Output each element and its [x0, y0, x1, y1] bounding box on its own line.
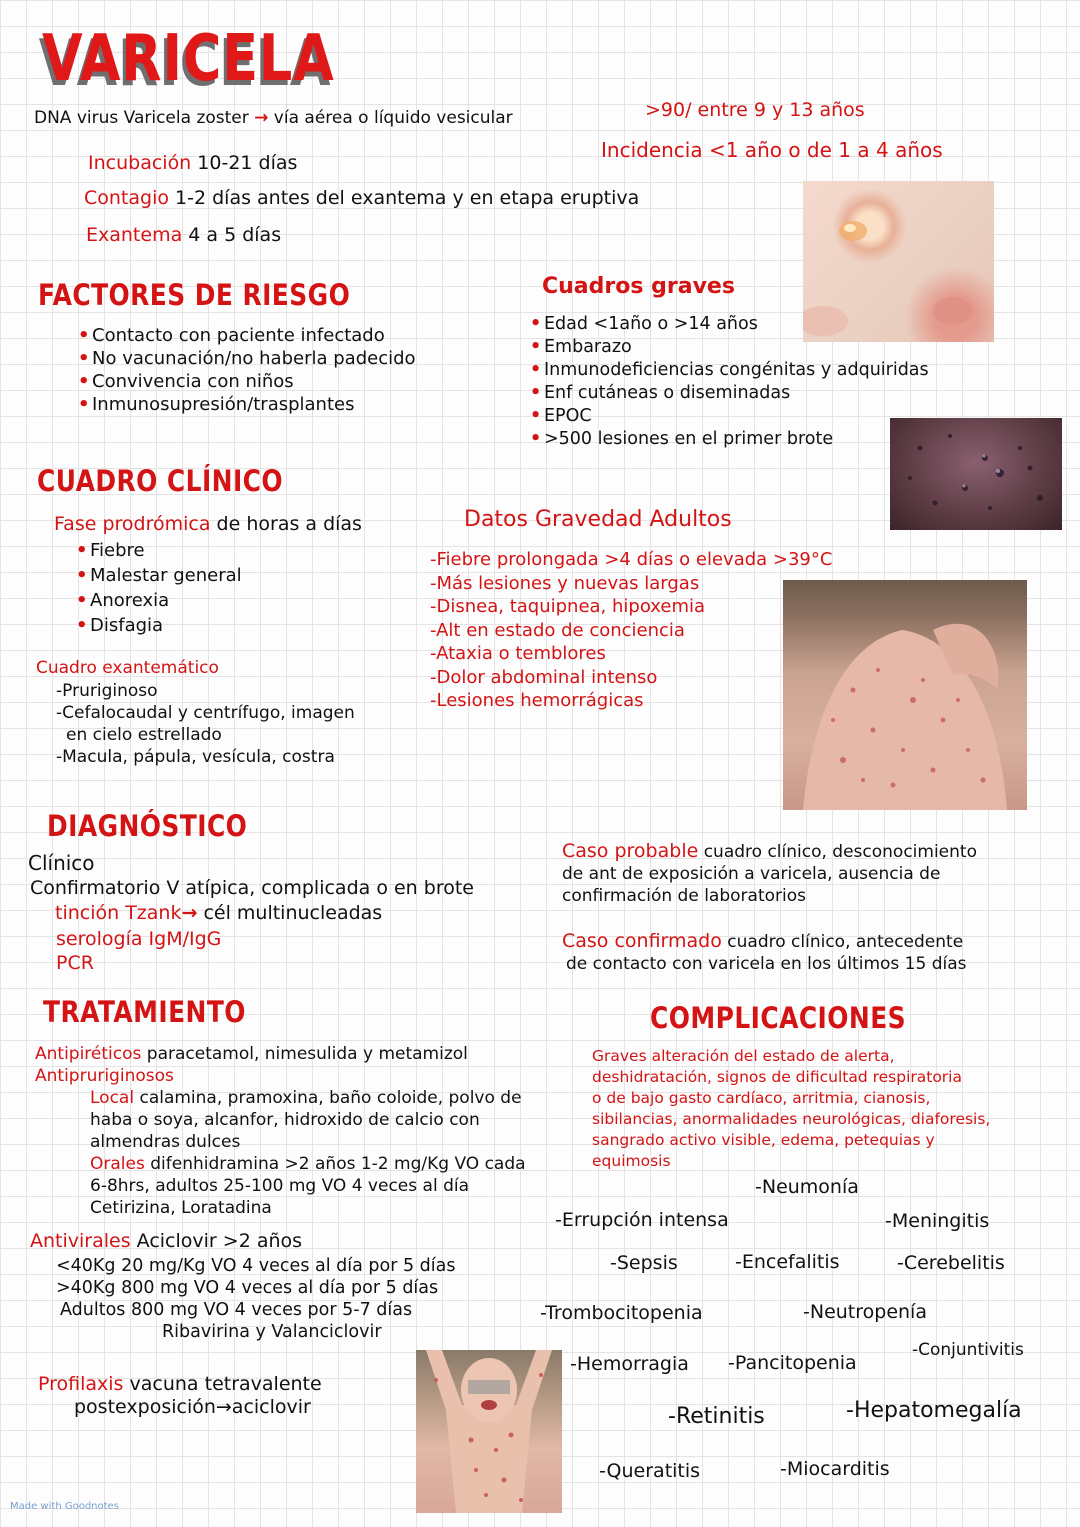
incubacion-label: Incubación	[88, 152, 192, 174]
orales-line: difenhidramina >2 años 1-2 mg/Kg VO cada	[150, 1154, 526, 1174]
list-item: • Embarazo	[530, 336, 929, 359]
dna-text: DNA virus Varicela zoster	[34, 108, 249, 128]
back-photo	[783, 580, 1027, 810]
orales-block	[90, 1153, 526, 1219]
probable-value: cuadro clínico, desconocimiento	[703, 842, 977, 862]
list-item: -Macula, pápula, vesícula, costra	[56, 747, 335, 767]
antipireticos-value: paracetamol, nimesulida y metamizol	[146, 1044, 468, 1064]
graves-line: equimosis	[592, 1152, 671, 1170]
graves-list	[530, 313, 929, 451]
list-item: • Inmunosupresión/trasplantes	[78, 393, 416, 416]
antivirales-list	[56, 1255, 455, 1343]
page-title: VARICELA	[42, 22, 335, 96]
arrow-icon: →	[181, 902, 198, 924]
comp-miocarditis: -Miocarditis	[780, 1458, 890, 1480]
list-item: -Dolor abdominal intenso	[430, 666, 658, 688]
antivirales-value: Aciclovir >2 años	[136, 1230, 303, 1252]
local-line: almendras dulces	[90, 1132, 241, 1152]
tzank-line	[55, 902, 382, 925]
graves-line: sangrado activo visible, edema, petequias y	[592, 1131, 935, 1149]
confirmado-value: de contacto con varicela en los últimos 15 días	[566, 954, 967, 974]
serologia-text: serología IgM/IgG	[56, 928, 222, 950]
comp-cerebelitis: -Cerebelitis	[897, 1252, 1005, 1274]
complicaciones-graves	[592, 1046, 990, 1172]
goodnotes-logo: Made with Goodnotes	[10, 1501, 119, 1512]
comp-conjuntivitis: -Conjuntivitis	[912, 1340, 1024, 1360]
orales-line: Cetirizina, Loratadina	[90, 1198, 272, 1218]
tratamiento-heading: TRATAMIENTO	[43, 995, 246, 1029]
exantema-line	[86, 224, 281, 247]
confirmado-value: cuadro clínico, antecedente	[727, 932, 964, 952]
comp-hemorragia: -Hemorragia	[570, 1353, 689, 1375]
antipruriginosos-label: Antipruriginosos	[35, 1066, 174, 1086]
intro-line	[34, 107, 513, 130]
lesions-photo	[890, 418, 1062, 530]
child-photo	[416, 1350, 562, 1513]
comp-encefalitis: -Encefalitis	[735, 1251, 840, 1273]
list-item: • Fiebre	[76, 538, 242, 563]
caso-probable	[562, 840, 977, 907]
confirmatorio-line	[30, 877, 474, 900]
adultos-heading: Datos Gravedad Adultos	[464, 507, 732, 532]
pcr-text: PCR	[56, 952, 94, 974]
exantematico-list	[56, 680, 355, 768]
clinico-heading: CUADRO CLÍNICO	[37, 464, 284, 498]
orales-line: 6-8hrs, adultos 25-100 mg VO 4 veces al día	[90, 1176, 469, 1196]
confirmado-label: Caso confirmado	[562, 930, 722, 952]
comp-hepatomegalia: -Hepatomegalía	[846, 1398, 1022, 1423]
back-illustration	[783, 580, 1027, 810]
factores-list	[78, 324, 416, 416]
profilaxis-label: Profilaxis	[38, 1373, 124, 1395]
list-item: • Contacto con paciente infectado	[78, 324, 416, 347]
list-item: • Enf cutáneas o diseminadas	[530, 382, 929, 405]
antivirales-label: Antivirales	[30, 1230, 131, 1252]
graves-line: deshidratación, signos de dificultad respiratoria	[592, 1068, 962, 1086]
arrow-icon: →	[254, 108, 269, 128]
diagnostico-clinico: Clínico	[28, 851, 95, 875]
prodromica-list	[76, 538, 242, 638]
local-line: haba o soya, alcanfor, hidroxido de calcio con	[90, 1110, 480, 1130]
list-item: • Disfagia	[76, 613, 242, 638]
local-label: Local	[90, 1088, 135, 1108]
list-item: • Edad <1año o >14 años	[530, 313, 929, 336]
caso-confirmado	[562, 930, 967, 975]
list-item: <40Kg 20 mg/Kg VO 4 veces al día por 5 días	[56, 1256, 456, 1276]
local-line: calamina, pramoxina, baño coloide, polvo de	[139, 1088, 522, 1108]
complicaciones-heading: COMPLICACIONES	[650, 1001, 907, 1035]
comp-trombocitopenia: -Trombocitopenia	[540, 1302, 703, 1324]
incidencia-text: Incidencia <1 año o de 1 a 4 años	[601, 138, 943, 162]
list-item: • >500 lesiones en el primer brote	[530, 428, 929, 451]
prodromica-line	[54, 513, 362, 536]
prodromica-label: Fase prodrómica	[54, 513, 211, 535]
list-item: • Anorexia	[76, 588, 242, 613]
profilaxis-line: postexposición→aciclovir	[74, 1396, 311, 1418]
age-range-text: >90/ entre 9 y 13 años	[645, 99, 865, 121]
graves-line: sibilancias, anormalidades neurológicas, diaforesis,	[592, 1110, 991, 1128]
local-block	[90, 1087, 522, 1153]
list-item: -Alt en estado de conciencia	[430, 619, 685, 641]
list-item: • Convivencia con niños	[78, 370, 416, 393]
list-item: >40Kg 800 mg VO 4 veces al día por 5 días	[56, 1278, 439, 1298]
tzank-label: tinción Tzank	[55, 902, 182, 924]
comp-pancitopenia: -Pancitopenia	[728, 1352, 857, 1374]
contagio-label: Contagio	[84, 187, 169, 209]
list-item: -Más lesiones y nuevas largas	[430, 572, 700, 594]
comp-retinitis: -Retinitis	[668, 1404, 765, 1429]
profilaxis-value: vacuna tetravalente	[129, 1373, 322, 1395]
exantematico-label: Cuadro exantemático	[36, 658, 219, 678]
comp-neumonia: -Neumonía	[755, 1176, 859, 1198]
confirmatorio-label: Confirmatorio	[30, 877, 161, 899]
exantema-label: Exantema	[86, 224, 183, 246]
list-item: -Ataxia o temblores	[430, 643, 606, 664]
comp-sepsis: -Sepsis	[610, 1252, 678, 1274]
probable-value: confirmación de laboratorios	[562, 886, 806, 906]
comp-neutropenia: -Neutropenía	[803, 1301, 927, 1323]
graves-line: o de bajo gasto cardíaco, arritmia, cianosis,	[592, 1089, 931, 1107]
contagio-line	[84, 187, 639, 210]
orales-label: Orales	[90, 1154, 145, 1174]
probable-label: Caso probable	[562, 840, 699, 862]
child-illustration	[416, 1350, 562, 1513]
prodromica-value: de horas a días	[216, 513, 362, 535]
exantema-value: 4 a 5 días	[188, 224, 282, 246]
list-item: -Disnea, taquipnea, hipoxemia	[430, 596, 706, 617]
list-item: Ribavirina y Valanciclovir	[162, 1322, 382, 1342]
antipireticos-line	[35, 1043, 468, 1065]
list-item: • No vacunación/no haberla padecido	[78, 347, 416, 370]
profilaxis-block	[38, 1373, 322, 1419]
comp-meningitis: -Meningitis	[885, 1210, 990, 1232]
list-item: • Malestar general	[76, 563, 242, 588]
antivirales-line	[30, 1230, 302, 1253]
probable-value: de ant de exposición a varicela, ausencia de	[562, 864, 941, 884]
lesions-illustration	[890, 418, 1062, 530]
list-item: • EPOC	[530, 405, 929, 428]
graves-heading: Cuadros graves	[542, 274, 735, 299]
tzank-value: cél multinucleadas	[203, 902, 383, 924]
graves-line: Graves alteración del estado de alerta,	[592, 1047, 895, 1065]
factores-heading: FACTORES DE RIESGO	[38, 278, 351, 312]
list-item: Adultos 800 mg VO 4 veces por 5-7 días	[60, 1300, 413, 1320]
list-item: -Cefalocaudal y centrífugo, imagen	[56, 703, 355, 723]
list-item: -Lesiones hemorrágicas	[430, 690, 644, 711]
incubacion-line	[88, 152, 297, 175]
adultos-list	[430, 548, 832, 713]
via-text: vía aérea o líquido vesicular	[273, 108, 513, 128]
list-item: • Inmunodeficiencias congénitas y adquiridas	[530, 359, 929, 382]
diagnostico-heading: DIAGNÓSTICO	[47, 809, 248, 843]
comp-queratitis: -Queratitis	[599, 1460, 701, 1482]
antipireticos-label: Antipiréticos	[35, 1044, 142, 1064]
incubacion-value: 10-21 días	[197, 152, 298, 174]
confirmatorio-value: V atípica, complicada o en brote	[166, 877, 474, 899]
list-item: -Fiebre prolongada >4 días o elevada >39°C	[430, 549, 833, 570]
comp-erupcion: -Errupción intensa	[555, 1209, 729, 1231]
list-item: -Pruriginoso	[56, 681, 158, 701]
list-item: en cielo estrellado	[66, 725, 222, 745]
contagio-value: 1-2 días antes del exantema y en etapa eruptiva	[175, 187, 640, 209]
